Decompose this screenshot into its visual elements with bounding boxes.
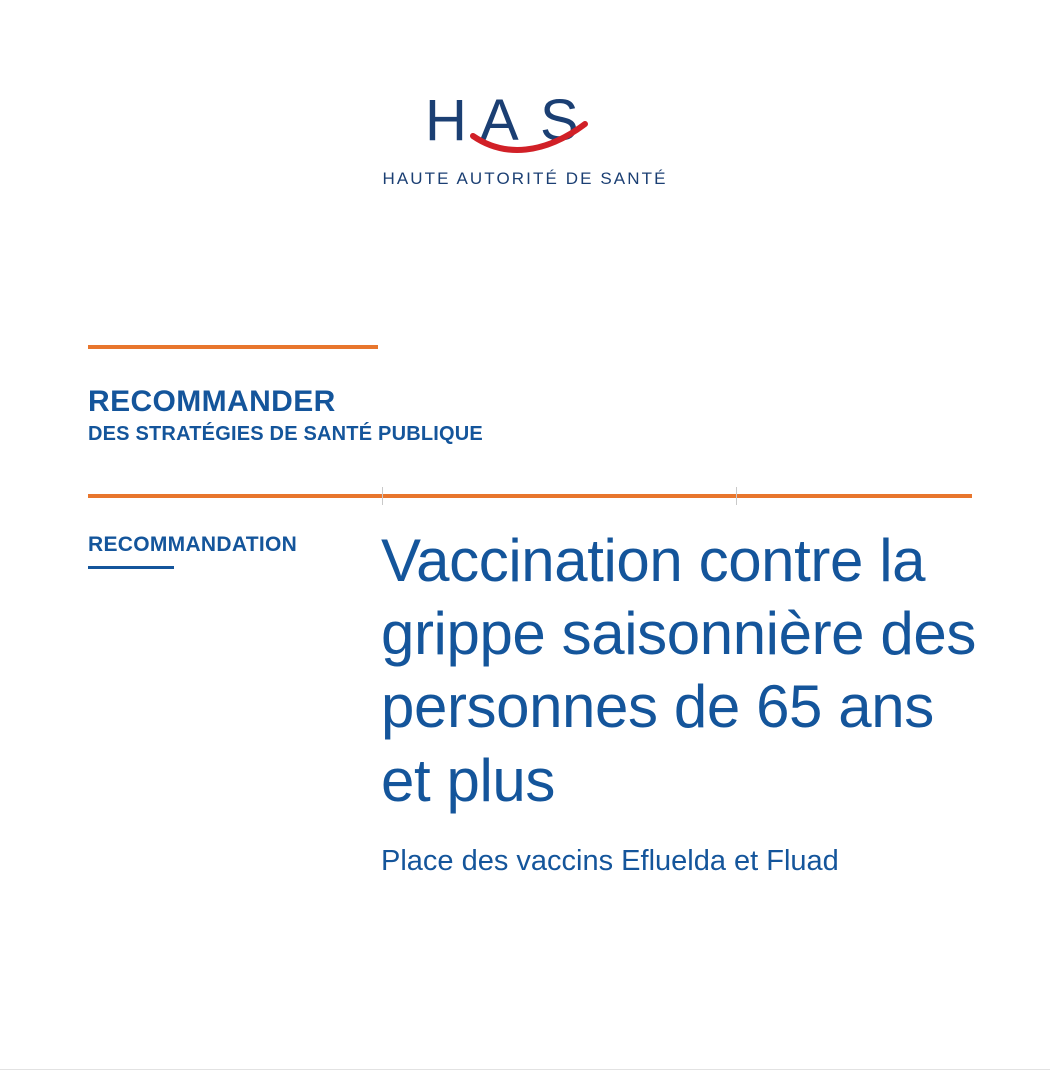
orange-rule-long xyxy=(88,494,972,498)
document-type-block xyxy=(88,533,358,569)
page-subtitle: Place des vaccins Efluelda et Fluad xyxy=(381,844,839,877)
document-type-underline xyxy=(88,566,174,569)
rule-tick-2 xyxy=(736,487,737,505)
rule-tick-1 xyxy=(382,487,383,505)
collection-block xyxy=(88,385,788,446)
svg-text:H: H xyxy=(425,88,469,153)
svg-text:A: A xyxy=(480,88,521,153)
page-footer-band xyxy=(0,1069,1050,1092)
collection-subtitle: DES STRATÉGIES DE SANTÉ PUBLIQUE xyxy=(88,422,483,445)
svg-text:S: S xyxy=(540,88,581,153)
collection-title: RECOMMANDER xyxy=(88,385,336,418)
orange-rule-short xyxy=(88,345,378,349)
logo-tagline: HAUTE AUTORITÉ DE SANTÉ xyxy=(382,169,668,188)
title-block xyxy=(381,524,981,884)
logo-block xyxy=(0,88,1050,189)
document-type-label: RECOMMANDATION xyxy=(88,533,298,556)
has-logo-icon xyxy=(425,88,625,158)
page-title: Vaccination contre la grippe saisonnière des personnes de 65 ans et plus xyxy=(381,527,976,814)
